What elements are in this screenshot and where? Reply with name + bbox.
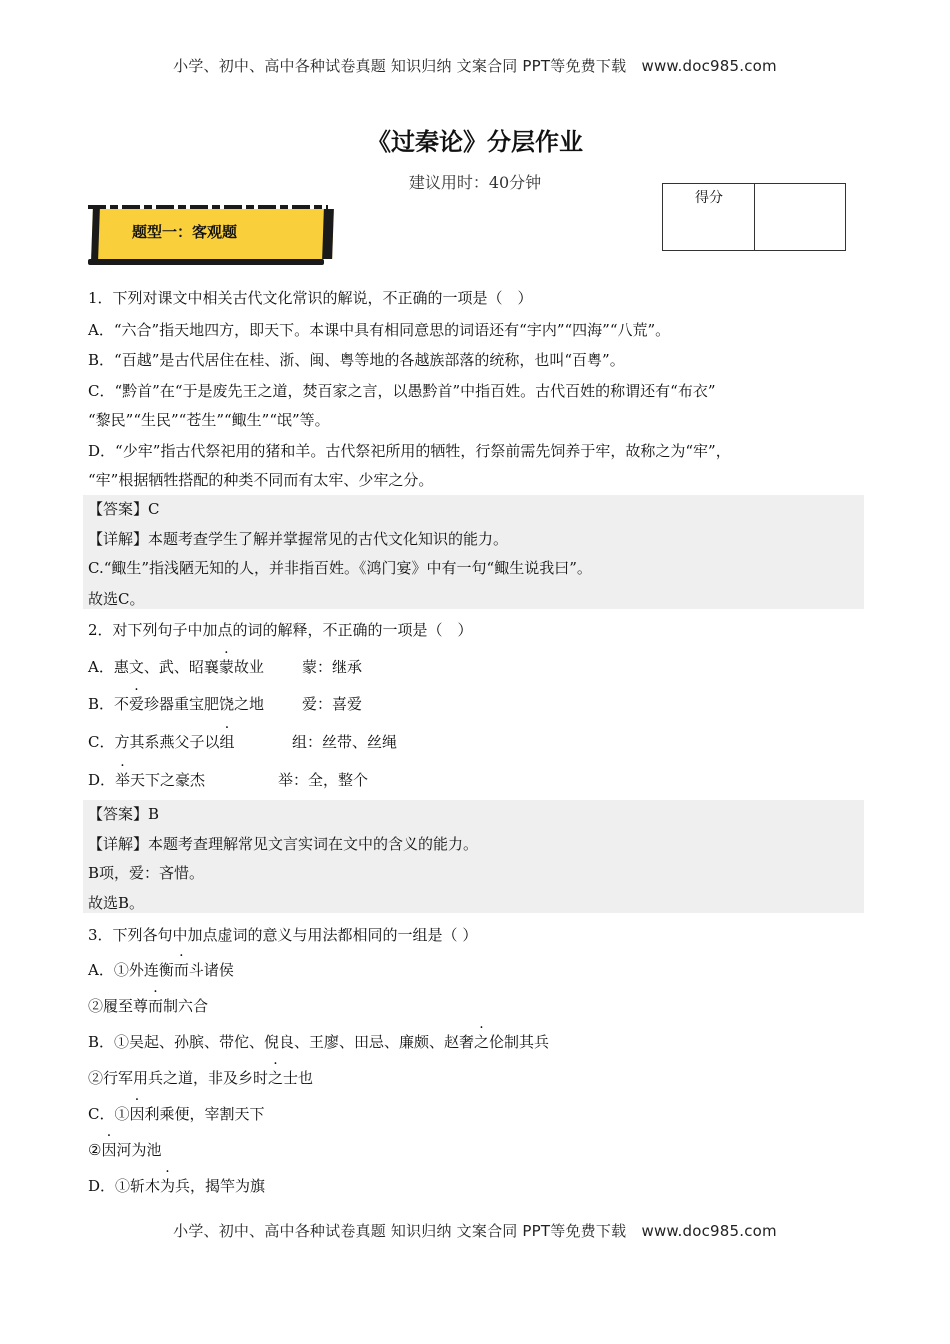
q1-option-c-line1: C．“黔首”在“于是废先王之道，焚百家之言，以愚黔首”中指百姓。古代百姓的称谓还有“布衣” <box>88 382 716 400</box>
q2-answer: 【答案】B <box>88 805 160 823</box>
site-banner-top: 小学、初中、高中各种试卷真题 知识归纳 文案合同 PPT等免费下载 www.doc985.com <box>173 57 777 75</box>
q2-d-post: 天下之豪杰 <box>130 771 206 789</box>
q2-explain: B项，爱：吝惜。 <box>88 864 205 882</box>
q2-b-gloss: 爱：喜爱 <box>302 695 363 713</box>
q3-a1-pre: A．①外连衡 <box>88 961 174 979</box>
q3-c1-post: 利乘便，宰割天下 <box>144 1105 265 1123</box>
q1-option-d-line1: D．“少牢”指古代祭祀用的猪和羊。古代祭祀所用的牺牲，行祭前需先饲养于牢，故称之为“牢”， <box>88 442 731 460</box>
q3-option-a-2 <box>88 995 878 1017</box>
q2-a-dotted-word: 蒙 <box>218 658 234 676</box>
q2-detail: 【详解】本题考查理解常见文言实词在文中的含义的能力。 <box>88 835 479 853</box>
q3-a2-pre: ②履至尊 <box>88 997 149 1015</box>
q3-option-d-1 <box>88 1175 878 1197</box>
q1-option-b: B．“百越”是古代居住在桂、浙、闽、粤等地的各越族部落的统称，也叫“百粤”。 <box>88 351 625 369</box>
q1-detail: 【详解】本题考查学生了解并掌握常见的古代文化知识的能力。 <box>88 530 509 548</box>
score-label: 得分 <box>695 190 723 206</box>
q1-conclusion: 故选C。 <box>88 590 145 608</box>
q3-b1-pre: B．①吴起、孙膑、带佗、倪良、王廖、田忌、廉颇、赵奢 <box>88 1033 475 1051</box>
q2-d-dotted-word: 举 <box>115 771 131 789</box>
q3-option-a-1 <box>88 959 878 981</box>
q3-c2-pre: ② <box>88 1141 102 1159</box>
q2-a-pre: A．惠文、武、昭襄 <box>88 658 219 676</box>
q1-option-a: A．“六合”指天地四方，即天下。本课中具有相同意思的词语还有“宇内”“四海”“八荒”。 <box>88 321 671 339</box>
q3-b2-dotted-word: 之 <box>268 1069 284 1087</box>
q2-c-gloss: 组：丝带、丝绳 <box>292 733 398 751</box>
q2-d-gloss: 举：全，整个 <box>278 771 369 789</box>
q2-b-pre: B．不 <box>88 695 130 713</box>
q2-b-post: 珍器重宝肥饶之地 <box>144 695 265 713</box>
q3-b2-post: 士也 <box>283 1069 314 1087</box>
q3-d1-dotted-word: 为 <box>160 1177 176 1195</box>
q3-c1-pre: C．① <box>88 1105 130 1123</box>
q3-option-c-2 <box>88 1139 878 1161</box>
q3-a2-post: 制六合 <box>163 997 209 1015</box>
q2-d-pre: D． <box>88 771 116 789</box>
q3-d1-pre: D．①斩木 <box>88 1177 161 1195</box>
q3-option-c-1 <box>88 1103 878 1125</box>
q2-c-pre: C．方其系燕父子以 <box>88 733 220 751</box>
q1-explain: C.“鲰生”指浅陋无知的人，并非指百姓。《鸿门宴》中有一句“鲰生说我曰”。 <box>88 559 592 577</box>
page-title: 《过秦论》分层作业 <box>367 128 583 156</box>
q3-option-b-2 <box>88 1067 878 1089</box>
q3-a2-dotted-word: 而 <box>148 997 164 1015</box>
q3-stem: 3．下列各句中加点虚词的意义与用法都相同的一组是（ ） <box>88 926 478 944</box>
score-box-divider <box>754 184 755 250</box>
q3-b2-pre: ②行军用兵之道，非及乡时 <box>88 1069 269 1087</box>
q1-option-d-line2: “牢”根据牺牲搭配的种类不同而有太牢、少牢之分。 <box>88 471 434 489</box>
q3-b1-post: 伦制其兵 <box>489 1033 550 1051</box>
q3-option-b-1 <box>88 1031 878 1053</box>
q3-a1-post: 斗诸侯 <box>188 961 234 979</box>
q3-c2-dotted-word: 因 <box>101 1141 117 1159</box>
q1-answer: 【答案】C <box>88 500 160 518</box>
q2-a-gloss: 蒙：继承 <box>302 658 363 676</box>
q1-stem: 1．下列对课文中相关古代文化常识的解说，不正确的一项是（ ） <box>88 289 533 307</box>
q2-option-d <box>88 769 878 791</box>
site-banner-bottom: 小学、初中、高中各种试卷真题 知识归纳 文案合同 PPT等免费下载 www.doc985.com <box>173 1222 777 1240</box>
q2-stem: 2．对下列句子中加点的词的解释，不正确的一项是（ ） <box>88 621 473 639</box>
q3-b1-dotted-word: 之 <box>474 1033 490 1051</box>
section-banner <box>88 205 324 265</box>
score-box <box>662 183 846 251</box>
section-label: 题型一：客观题 <box>132 223 238 241</box>
q1-option-c-line2: “黎民”“生民”“苍生”“鲰生”“氓”等。 <box>88 411 330 429</box>
banner-brush-bottom <box>88 259 324 265</box>
q3-d1-post: 兵，揭竿为旗 <box>175 1177 266 1195</box>
q2-conclusion: 故选B。 <box>88 894 145 912</box>
q3-c2-post: 河为池 <box>116 1141 162 1159</box>
q3-c1-dotted-word: 因 <box>129 1105 145 1123</box>
q3-a1-dotted-word: 而 <box>173 961 189 979</box>
q2-c-dotted-word: 组 <box>219 733 235 751</box>
q2-b-dotted-word: 爱 <box>129 695 145 713</box>
q2-a-post: 故业 <box>233 658 264 676</box>
suggested-time: 建议用时：40分钟 <box>408 173 542 192</box>
